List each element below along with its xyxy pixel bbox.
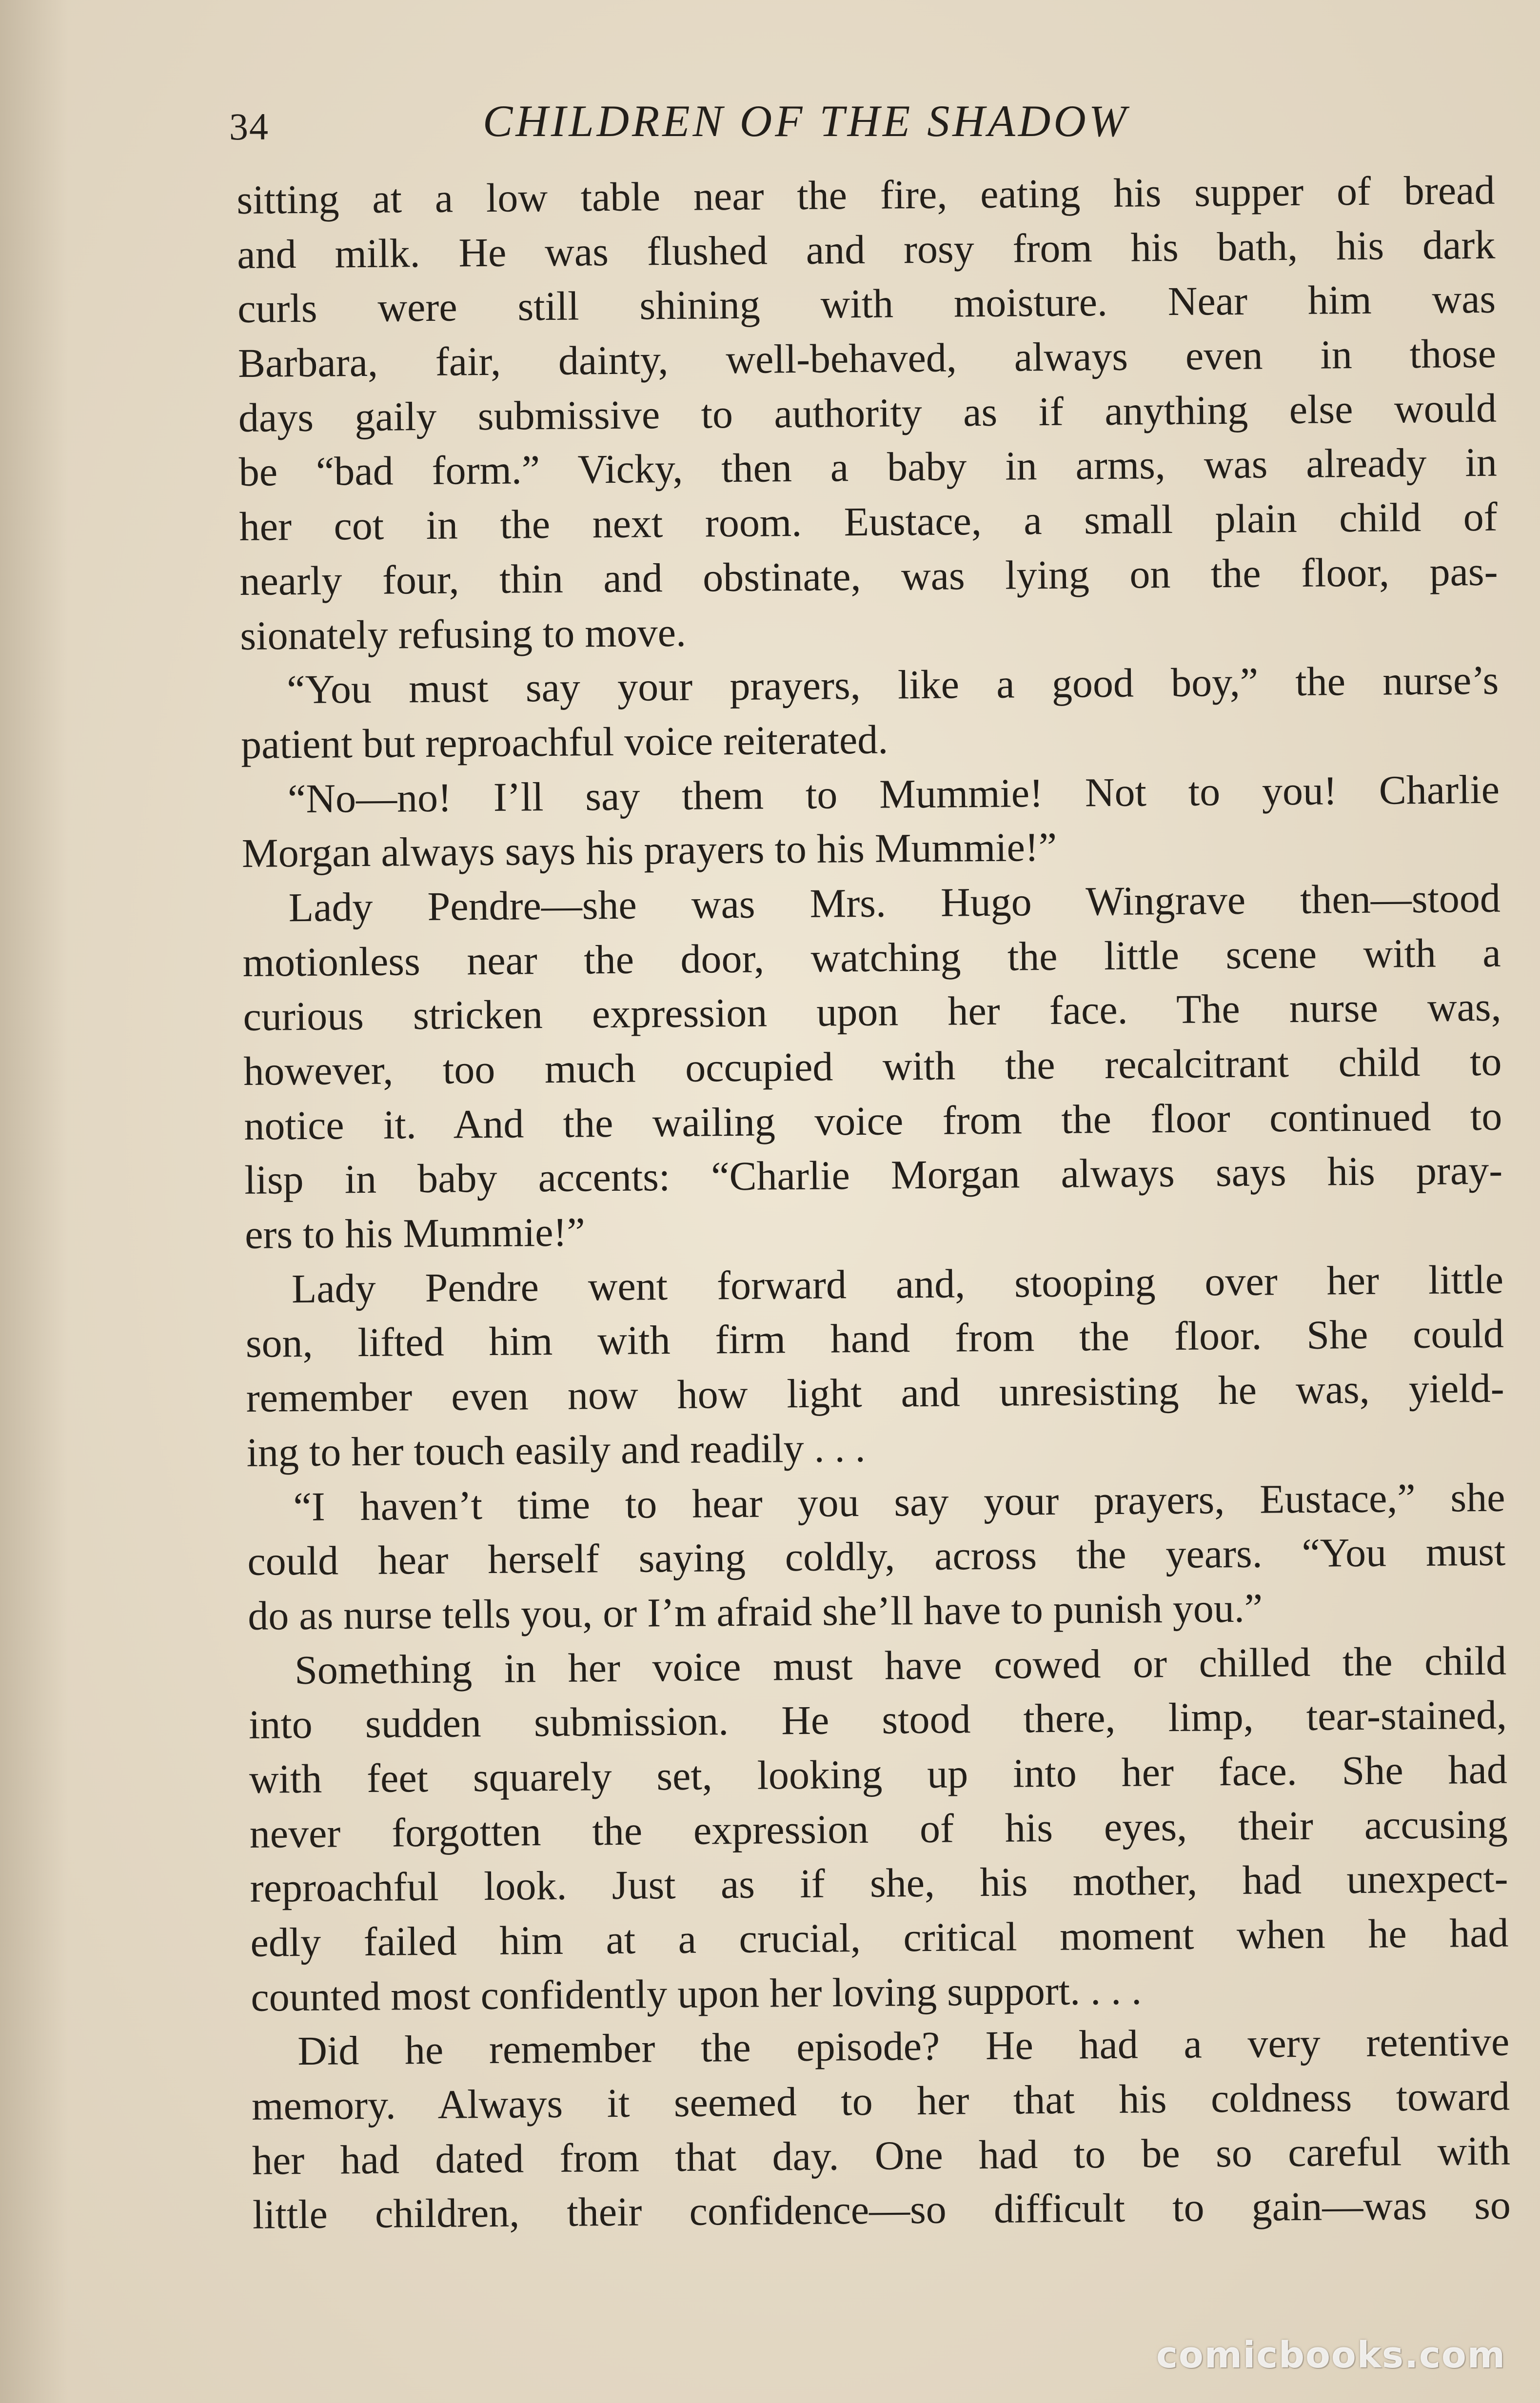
page-number: 34 (229, 105, 269, 148)
text-line: could hear herself saying coldly, across the years. “You must (247, 1529, 1506, 1585)
text-line: little children, their confidence—so difficult to gain—was so (252, 2183, 1511, 2238)
watermark-text: comicbooks.com (1156, 2334, 1506, 2376)
text-line: motionless near the door, watching the little scene with a (242, 930, 1501, 985)
text-line: memory. Always it seemed to her that his coldness toward (251, 2073, 1510, 2129)
text-line: Did he remember the episode? He had a very retentive (297, 2019, 1510, 2074)
text-line: remember even now how light and unresisting he was, yield- (246, 1365, 1505, 1421)
text-line: Something in her voice must have cowed or chilled the child (294, 1638, 1507, 1693)
text-line: Lady Pendre went forward and, stooping over her little (291, 1257, 1504, 1312)
text-line: “No—no! I’ll say them to Mummie! Not to you! Charlie (287, 767, 1500, 822)
text-line: never forgotten the expression of his eyes, their accusing (249, 1801, 1508, 1857)
running-title: CHILDREN OF THE SHADOW (483, 96, 1129, 146)
text-line: ing to her touch easily and readily . . . (246, 1425, 866, 1476)
text-line: ers to his Mummie!” (244, 1209, 586, 1258)
text-line: notice it. And the wailing voice from the floor continued to (243, 1093, 1502, 1149)
page-header (229, 95, 1497, 158)
text-line: curls were still shining with moisture. Near him was (237, 276, 1496, 332)
text-line: Morgan always says his prayers to his Mummie!” (241, 825, 1057, 877)
body-text (237, 163, 1511, 2243)
page-gutter-shadow (0, 0, 68, 2403)
text-line: and milk. He was flushed and rosy from his bath, his dark (237, 222, 1496, 277)
text-line: her cot in the next room. Eustace, a small plain child of (239, 494, 1498, 550)
text-line: curious stricken expression upon her face. The nurse was, (243, 984, 1501, 1040)
text-line: with feet squarely set, looking up into her face. She had (249, 1747, 1508, 1802)
text-line: be “bad form.” Vicky, then a baby in arms, was already in (238, 440, 1498, 495)
text-line: counted most confidently upon her loving support. . . . (251, 1968, 1142, 2020)
text-line: days gaily submissive to authority as if anything else would (238, 385, 1497, 441)
text-line: into sudden submission. He stood there, limp, tear-stained, (248, 1692, 1507, 1748)
text-line: Barbara, fair, dainty, well-behaved, always even in those (237, 331, 1497, 387)
text-line: lisp in baby accents: “Charlie Morgan always says his pray- (244, 1148, 1503, 1203)
text-line: son, lifted him with firm hand from the floor. She could (245, 1311, 1504, 1367)
text-line: Lady Pendre—she was Mrs. Hugo Wingrave then—stood (288, 875, 1501, 931)
text-line: however, too much occupied with the recalcitrant child to (243, 1039, 1502, 1094)
text-line: “You must say your prayers, like a good boy,” the nurse’s (286, 657, 1499, 713)
text-line: sionately refusing to move. (240, 610, 687, 659)
text-line: nearly four, thin and obstinate, was lying on the floor, pas- (239, 549, 1498, 604)
text-line: her had dated from that day. One had to be so careful with (252, 2128, 1511, 2184)
text-line: “I haven’t time to hear you say your prayers, Eustace,” she (293, 1475, 1505, 1530)
text-line: reproachful look. Just as if she, his mother, had unexpect- (250, 1855, 1508, 1911)
text-line: sitting at a low table near the fire, eating his supper of bread (237, 167, 1495, 223)
text-line: patient but reproachful voice reiterated. (240, 717, 888, 768)
text-line: edly failed him at a crucial, critical moment when he had (250, 1910, 1509, 1966)
text-line: do as nurse tells you, or I’m afraid she’ll have to punish you.” (247, 1585, 1263, 1639)
